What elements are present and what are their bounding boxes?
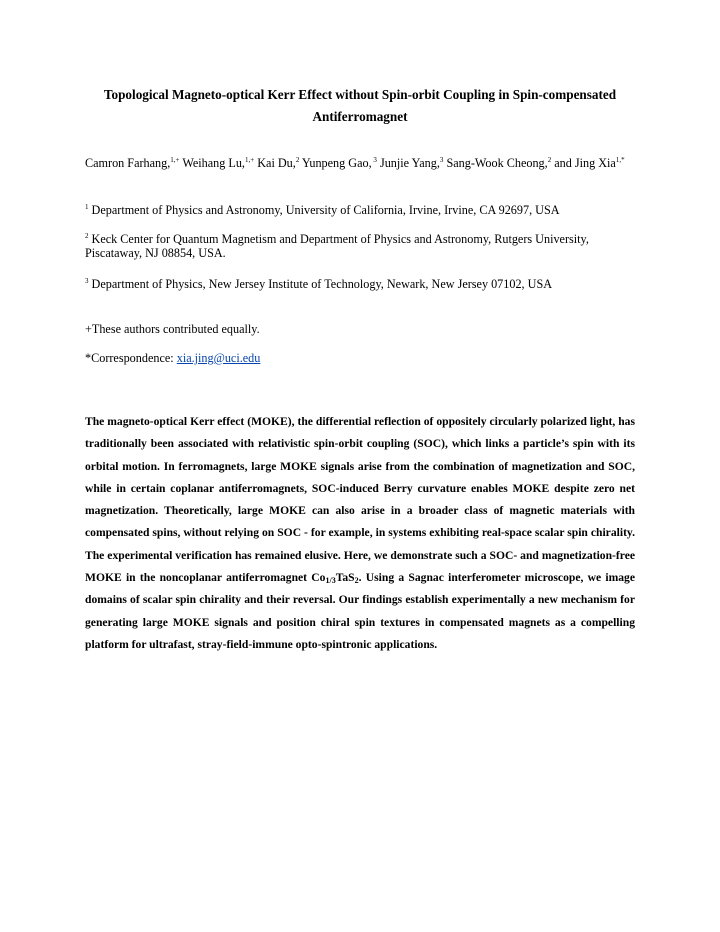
author-affiliation-mark: 1,*	[615, 156, 625, 164]
author-affiliation-mark: 2	[295, 156, 300, 164]
author-affiliation-mark: 3	[439, 156, 444, 164]
affiliation-1	[85, 203, 635, 217]
paper-title: Topological Magneto-optical Kerr Effect without Spin-orbit Coupling in Spin-compensated Antiferromagnet	[103, 87, 617, 124]
author-name: Sang-Wook Cheong,	[443, 156, 548, 170]
author-name: Kai Du,	[254, 156, 296, 170]
author-name: Yunpeng Gao,	[299, 156, 372, 170]
affiliation-text: Keck Center for Quantum Magnetism and Department of Physics and Astronomy, Rutgers University, Piscataway, NJ 08854, USA.	[85, 232, 589, 260]
author-affiliation-mark: 2	[547, 156, 552, 164]
affiliation-3	[85, 277, 635, 291]
author-affiliation-mark: 1,+	[170, 156, 180, 164]
correspondence-label: *Correspondence:	[85, 351, 177, 365]
affiliation-number: 3	[85, 277, 89, 285]
author-name: and Jing Xia	[551, 156, 616, 170]
affiliation-2	[85, 232, 635, 260]
formula-subscript: 1/3	[325, 576, 336, 586]
abstract-text: TaS	[335, 571, 355, 585]
author-name: Camron Farhang,	[85, 156, 171, 170]
abstract-text: The magneto-optical Kerr effect (MOKE), the differential reflection of oppositely circularly polarized light, has traditionally been associated with relativistic spin-orbit coupling (SOC), which links a particle’s spin with its orbital motion. In ferromagnets, large MOKE signals arise from the combination of magnetization and SOC, while in certain coplanar antiferromagnets, SOC-induced Berry curvature enables MOKE despite zero net magnetization. Theoretically, large MOKE can also arise in a broader class of magnetic materials with compensated spins, without relying on SOC - for example, in systems exhibiting real-space scalar spin chirality. The experimental verification has remained elusive. Here, we demonstrate such a SOC- and magnetization-free MOKE in the noncoplanar antiferromagnet Co	[85, 415, 635, 585]
abstract-text: . Using a Sagnac interferometer microscope, we image domains of scalar spin chirality and their reversal. Our findings establish experimentally a new mechanism for generating large MOKE signals and position chiral spin textures in compensated magnets as a compelling platform for ultrafast, stray-field-immune opto-spintronic applications.	[85, 571, 636, 651]
author-name: Junjie Yang,	[376, 156, 440, 170]
affiliation-number: 2	[85, 232, 89, 240]
correspondence-email-link[interactable]: xia.jing@uci.edu	[176, 351, 261, 365]
formula-subscript: 2	[354, 576, 359, 586]
affiliation-text: Department of Physics, New Jersey Institute of Technology, Newark, New Jersey 07102, USA	[88, 277, 553, 291]
equal-contribution-note: +These authors contributed equally.	[85, 322, 260, 336]
affiliation-text: Department of Physics and Astronomy, University of California, Irvine, Irvine, CA 92697, USA	[88, 203, 560, 217]
correspondence-line	[85, 351, 260, 365]
abstract	[85, 411, 635, 656]
author-list	[85, 156, 635, 170]
author-name: Weihang Lu,	[179, 156, 245, 170]
affiliation-number: 1	[85, 203, 89, 211]
author-affiliation-mark: 3	[371, 156, 377, 164]
author-affiliation-mark: 1,+	[244, 156, 255, 164]
